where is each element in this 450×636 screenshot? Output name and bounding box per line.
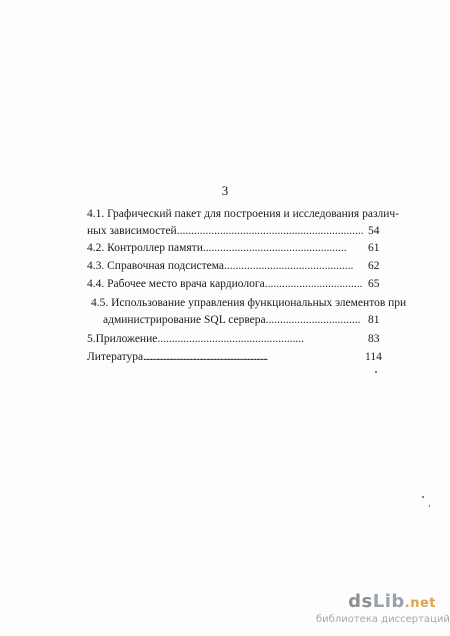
toc-entry-4-2-title: 4.2. Контроллер памяти [87, 242, 203, 254]
toc-entry-4-1-line2 [87, 224, 364, 238]
toc-entry-4-1-line1: 4.1. Графический пакет для построения и исследования различ- [87, 208, 399, 220]
dslib-subtitle: библиотека диссертаций [316, 614, 450, 625]
toc-entry-literature-page: 114 [365, 351, 382, 363]
toc-entry-5 [87, 332, 304, 346]
toc-entry-4-3 [87, 259, 353, 273]
toc-leader-dots: ............................................. [224, 260, 354, 272]
toc-entry-4-3-title: 4.3. Справочная подсистема [87, 260, 225, 272]
toc-entry-4-1-page: 54 [368, 225, 380, 237]
toc-entry-4-4 [87, 277, 362, 291]
toc-entry-literature-title: Литература [87, 351, 144, 363]
toc-leader-dots: ................................................................. [176, 225, 364, 237]
dslib-logo: dsLib.net [348, 591, 436, 612]
toc-entry-4-1-title-end: ных зависимостей [87, 225, 177, 237]
dslib-watermark [316, 591, 450, 626]
toc-entry-4-5-page: 81 [368, 314, 380, 326]
toc-entry-4-3-page: 62 [368, 260, 380, 272]
scan-speck [375, 371, 377, 373]
page-number: 3 [221, 183, 229, 198]
toc-entry-4-4-page: 65 [368, 278, 380, 290]
toc-leader-dots: ....................................................................................... [143, 352, 268, 363]
toc-leader-dots: ................................................... [157, 333, 304, 345]
scan-speck [422, 496, 424, 498]
toc-entry-4-5-line1: 4.5. Использование управления функциональных элементов при [91, 297, 407, 309]
scan-speck [429, 505, 430, 507]
toc-entry-4-4-title: 4.4. Рабочее место врача кардиолога [87, 278, 265, 290]
toc-entry-5-page: 83 [368, 333, 380, 345]
toc-leader-dots: ................................. [265, 314, 361, 326]
toc-leader-dots: .................................. [264, 278, 363, 290]
toc-entry-literature [87, 350, 267, 365]
toc-entry-4-2-page: 61 [368, 242, 380, 254]
toc-entry-5-title: 5.Приложение [87, 333, 158, 345]
toc-entry-4-5-line2 [103, 313, 361, 327]
toc-entry-4-2 [87, 241, 347, 255]
toc-entry-4-5-title-end: администрирование SQL сервера [103, 314, 266, 326]
toc-leader-dots: .................................................. [202, 242, 347, 254]
